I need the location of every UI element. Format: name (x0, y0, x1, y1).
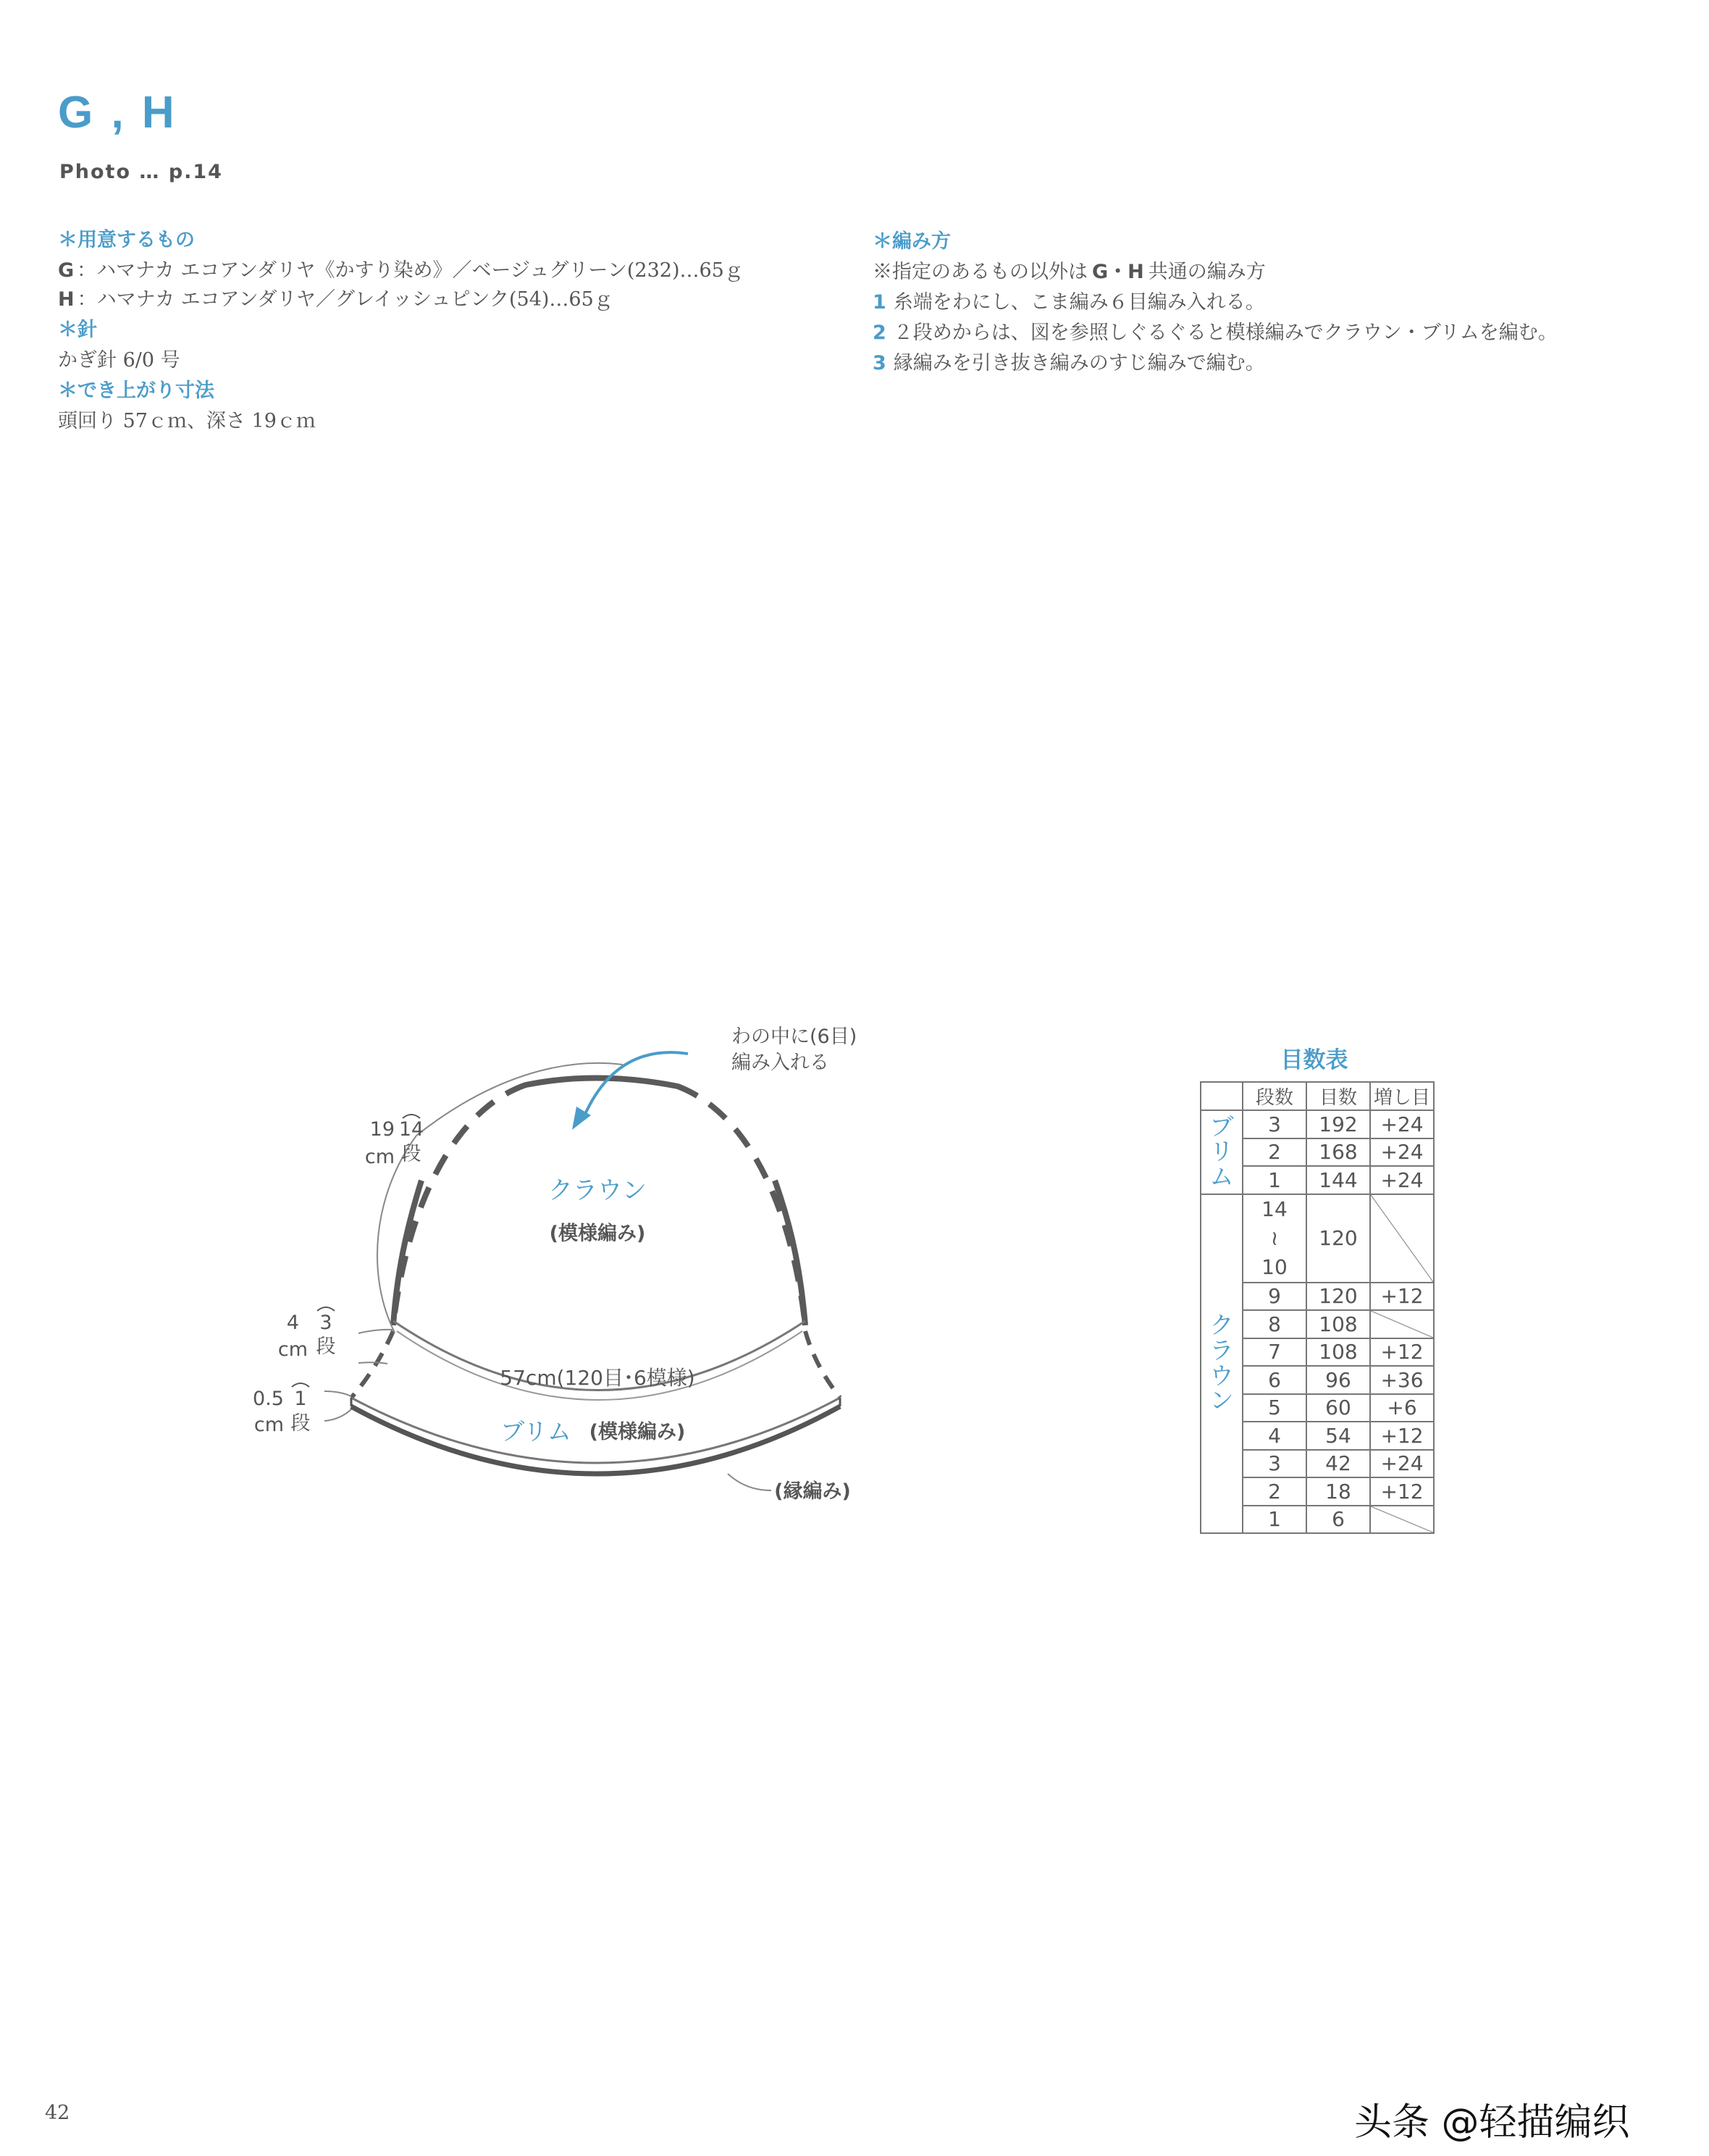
brim-dim-rows-arc (317, 1307, 335, 1311)
method-note-suffix: 共通の編み方 (1148, 261, 1266, 283)
crown-pattern-label: (模様編み) (549, 1222, 646, 1245)
table-cell-increase: +12 (1370, 1283, 1434, 1311)
material-text-g: ：ハマナカ エコアンダリヤ《かすり染め》／ベージュグリーン(232)…65ｇ (77, 259, 744, 282)
table-cell-row: 3 (1243, 1450, 1306, 1478)
materials-heading: ＊用意するもの (58, 229, 195, 251)
range-top: 14 (1261, 1196, 1288, 1221)
table-cell-count: 60 (1306, 1394, 1370, 1422)
table-cell-count: 42 (1306, 1450, 1370, 1478)
crown-dim-rows: 14 (398, 1118, 424, 1141)
edge-dim-leader (324, 1391, 351, 1396)
edge-dim-cm-unit: cm (253, 1414, 284, 1436)
table-row (1201, 1110, 1434, 1138)
table-cell-count: 120 (1306, 1194, 1370, 1283)
edge-dim-rows-unit: 段 (290, 1412, 311, 1435)
top-note-line-2: 編み入れる (731, 1052, 829, 1074)
table-cell-count: 18 (1306, 1477, 1370, 1506)
step-text-1: 糸端をわにし、こま編み６目編み入れる。 (893, 291, 1265, 314)
table-header-increase: 増し目 (1370, 1082, 1434, 1110)
table-cell-row: 5 (1243, 1394, 1306, 1422)
table-header-row (1201, 1082, 1434, 1110)
needle-heading: ＊針 (58, 319, 97, 341)
brim-dim-cm-unit: cm (277, 1338, 308, 1361)
method-note-key: G・H (1092, 261, 1144, 283)
table-cell-increase: +12 (1370, 1422, 1434, 1450)
method-note-prefix: ※指定のあるもの以外は (873, 261, 1088, 283)
table-cell-increase: +24 (1370, 1110, 1434, 1138)
table-cell-row-range (1243, 1194, 1306, 1283)
step-number-2: 2 (873, 322, 886, 344)
table-cell-row: 1 (1243, 1166, 1306, 1194)
brim-dim-leader (358, 1330, 393, 1333)
page-number: 42 (45, 2102, 70, 2124)
crown-outline-right-solid (775, 1180, 805, 1325)
edge-dim-cm: 0.5 (253, 1388, 284, 1410)
brim-dim-cm: 4 (286, 1312, 299, 1334)
edge-dim-rows-arc (292, 1383, 309, 1387)
table-cell-count: 168 (1306, 1138, 1370, 1167)
step-number-1: 1 (873, 291, 886, 314)
step-number-3: 3 (873, 352, 886, 374)
table-header-empty (1201, 1082, 1243, 1110)
table-cell-count: 96 (1306, 1366, 1370, 1394)
table-cell-count: 108 (1306, 1310, 1370, 1338)
table-cell-row: 8 (1243, 1310, 1306, 1338)
method-heading: ＊編み方 (873, 230, 951, 253)
crown-outline-left-solid (393, 1180, 421, 1325)
table-cell-count: 120 (1306, 1283, 1370, 1311)
top-note-line-1: わの中に(6目) (731, 1025, 857, 1048)
brim-dim-rows-unit: 段 (316, 1335, 336, 1358)
table-cell-increase: +12 (1370, 1338, 1434, 1367)
edge-dim-leader-2 (324, 1409, 351, 1421)
table-cell-increase: +24 (1370, 1138, 1434, 1167)
material-key-h: H (58, 288, 75, 311)
crown-dim-rows-unit: 段 (401, 1143, 421, 1165)
table-cell-row: 6 (1243, 1366, 1306, 1394)
crown-dim-cm: 19 (369, 1118, 395, 1141)
table-cell-count: 144 (1306, 1166, 1370, 1194)
table-cell-row: 7 (1243, 1338, 1306, 1367)
table-cell-increase: +36 (1370, 1366, 1434, 1394)
table-cell-increase: +24 (1370, 1166, 1434, 1194)
table-cell-increase: +12 (1370, 1477, 1434, 1506)
table-cell-row: 2 (1243, 1138, 1306, 1167)
photo-reference: Photo … p.14 (59, 161, 223, 183)
material-key-g: G (58, 259, 75, 282)
table-cell-increase: +24 (1370, 1450, 1434, 1478)
crown-dim-cm-unit: cm (364, 1146, 395, 1168)
table-cell-increase-none (1370, 1506, 1434, 1534)
table-cell-count: 54 (1306, 1422, 1370, 1450)
table-cell-count: 192 (1306, 1110, 1370, 1138)
watermark: 头条 @轻描编织 (1354, 2101, 1630, 2144)
step-text-2: ２段めからは、図を参照しぐるぐると模様編みでクラウン・ブリムを編む。 (893, 322, 1558, 344)
brim-pattern-label: (模様編み) (589, 1421, 686, 1443)
crown-section-label: クラウン (1201, 1194, 1243, 1534)
brim-left-dashed (351, 1331, 393, 1398)
step-text-3: 縁編みを引き抜き編みのすじ編みで編む。 (893, 352, 1265, 374)
needle-text: かぎ針 6/0 号 (58, 349, 180, 372)
table-cell-increase-none (1370, 1194, 1434, 1283)
edge-dim-rows: 1 (294, 1388, 307, 1410)
table-cell-row: 2 (1243, 1477, 1306, 1506)
table-cell-count: 108 (1306, 1338, 1370, 1367)
range-bottom: 10 (1261, 1254, 1288, 1279)
edging-label: (縁編み) (774, 1480, 851, 1503)
table-cell-row: 4 (1243, 1422, 1306, 1450)
brim-right-dashed (805, 1331, 840, 1398)
brim-dim-leader-2 (358, 1362, 387, 1364)
crown-label: クラウン (548, 1176, 647, 1205)
brim-label: ブリム (500, 1417, 571, 1446)
table-cell-increase: +6 (1370, 1394, 1434, 1422)
material-text-h: ：ハマナカ エコアンダリヤ／グレイッシュピンク(54)…65ｇ (77, 288, 613, 311)
size-text: 頭回り 57ｃｍ、深さ 19ｃｍ (58, 410, 316, 432)
table-row-range (1201, 1194, 1434, 1283)
circumference-label: 57cm(120目･6模様) (500, 1366, 695, 1390)
table-cell-increase-none (1370, 1310, 1434, 1338)
table-cell-row: 9 (1243, 1283, 1306, 1311)
brim-dim-rows: 3 (319, 1312, 332, 1334)
table-title: 目数表 (1280, 1047, 1348, 1073)
edging-leader (728, 1474, 771, 1490)
table-cell-row: 3 (1243, 1110, 1306, 1138)
stitch-count-table (1200, 1081, 1435, 1534)
table-header-rows: 段数 (1243, 1082, 1306, 1110)
range-mid: ≀ (1270, 1225, 1279, 1250)
page-title: G , H (58, 88, 177, 138)
table-header-count: 目数 (1306, 1082, 1370, 1110)
table-cell-count: 6 (1306, 1506, 1370, 1534)
brim-section-label: ブリム (1201, 1110, 1243, 1194)
size-heading: ＊でき上がり寸法 (58, 379, 214, 402)
table-cell-row: 1 (1243, 1506, 1306, 1534)
